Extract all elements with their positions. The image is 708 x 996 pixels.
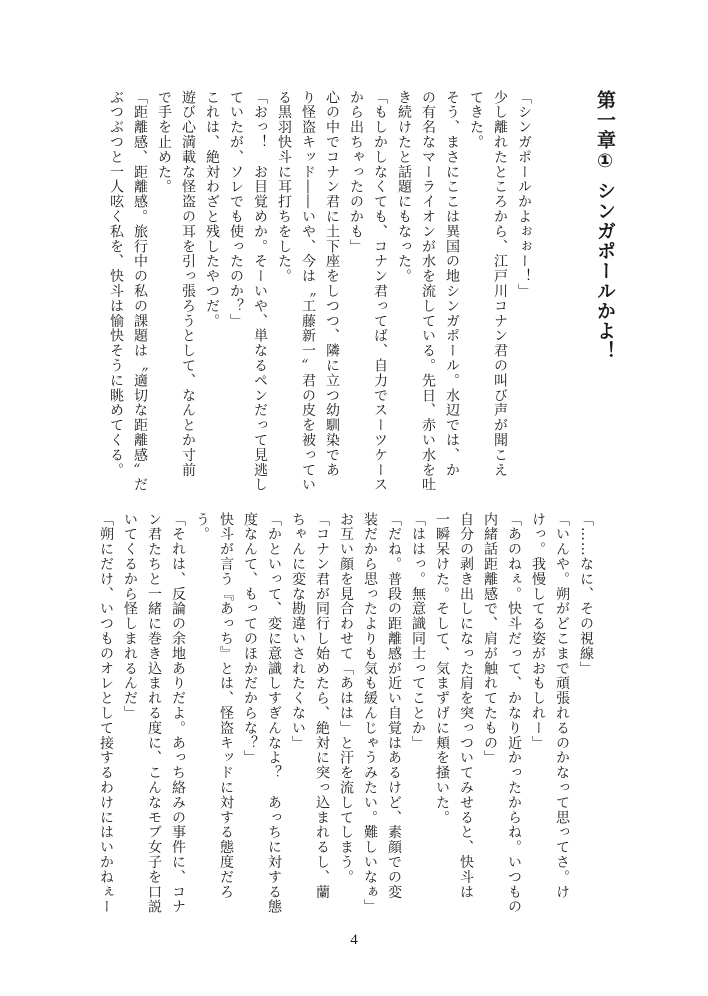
text-line: 「いんや。朔がどこまで頑張れるのかなって思ってさ。け bbox=[554, 512, 570, 900]
page-number: 4 bbox=[350, 932, 358, 948]
text-line: てきた。 bbox=[468, 90, 484, 150]
chapter-title: 第一章① シンガポールかよ！ bbox=[594, 90, 616, 361]
text-line: り怪盗キッド――いや、今は〝工藤新一〟君の皮を被ってい bbox=[300, 90, 316, 493]
top-text-block bbox=[108, 90, 536, 493]
text-line: 遊び心満載な怪盗の耳を引っ張ろうとして、なんとか寸前 bbox=[180, 90, 196, 478]
text-line: 「あのねぇ。快斗だって、かなり近かったからね。いつもの bbox=[506, 512, 522, 915]
text-line: 少し離れたところから、江戸川コナン君の叫び声が聞こえ bbox=[492, 90, 508, 478]
text-line: 快斗が言う『あっち』とは、怪盗キッドに対する態度だろ bbox=[218, 512, 234, 900]
text-line: 内緒話距離感で、肩が触れてたもの」 bbox=[482, 512, 498, 766]
text-line: 「かといって、変に意識しすぎんなよ？ あっちに対する態 bbox=[266, 512, 282, 915]
text-line: る黒羽快斗に耳打ちをした。 bbox=[276, 90, 292, 284]
text-line: そう、まさにここは異国の地シンガポール。水辺では、か bbox=[444, 90, 460, 478]
text-line: ていたが、ソレでも使ったのか？」 bbox=[228, 90, 244, 329]
text-line: これは、絶対わざと残したやつだ。 bbox=[204, 90, 220, 329]
text-line: ぶつぶつと一人呟く私を、快斗は愉快そうに眺めてくる。 bbox=[108, 90, 124, 478]
text-line: 心の中でコナン君に土下座をしつつ、隣に立つ幼馴染であ bbox=[324, 90, 340, 478]
text-line: 自分の剥き出しになった肩を突っついてみせると、快斗は bbox=[458, 512, 474, 900]
text-line: お互い顔を見合わせて「あはは」と汗を流してしまう。 bbox=[338, 512, 354, 885]
text-line: 「もしかしなくても、コナン君ってば、自力でスーツケース bbox=[372, 90, 388, 493]
text-line: ちゃんに変な勘違いされたくない」 bbox=[290, 512, 306, 751]
text-line: 「距離感、距離感。旅行中の私の課題は〝適切な距離感〟だ bbox=[132, 90, 148, 493]
text-line: き続けたと話題にもなった。 bbox=[396, 90, 412, 284]
text-line: 「だね。普段の距離感が近い自覚はあるけど、素顔での変 bbox=[386, 512, 402, 900]
text-line: 度なんて、もってのほかだからな？」 bbox=[242, 512, 258, 766]
text-line: 「朔にだけ、いつものオレとして接するわけにはいかねぇー bbox=[98, 512, 114, 915]
text-line: から出ちゃったのかも」 bbox=[348, 90, 364, 254]
text-line: 「……なに、その視線」 bbox=[578, 512, 594, 676]
text-line: 装だから思ったよりも気も緩んじゃうみたい。難しいなぁ」 bbox=[362, 512, 378, 915]
text-line: いてくるから怪しまれるんだ」 bbox=[122, 512, 138, 721]
bottom-text-block bbox=[98, 512, 598, 915]
text-line: 「コナン君が同行し始めたら、絶対に突っ込まれるし、蘭 bbox=[314, 512, 330, 900]
text-line: けっ。我慢してる姿がおもしれー」 bbox=[530, 512, 546, 751]
text-line: 「ははっ。無意識同士ってことか」 bbox=[410, 512, 426, 751]
text-line: 「シンガポールかよぉぉー！」 bbox=[516, 90, 532, 299]
text-line: で手を止めた。 bbox=[156, 90, 172, 195]
text-line: う。 bbox=[194, 512, 210, 542]
text-line: 「おっ！ お目覚めか。そーいや、単なるペンだって見逃し bbox=[252, 90, 268, 493]
text-line: 「それは、反論の余地ありだよ。あっち絡みの事件に、コナ bbox=[170, 512, 186, 915]
text-line: 一瞬呆けた。そして、気まずげに頬を掻いた。 bbox=[434, 512, 450, 825]
text-line: の有名なマーライオンが水を流している。先日、赤い水を吐 bbox=[420, 90, 436, 493]
text-line: ン君たちと一緒に巻き込まれる度に、こんなモブ女子を口説 bbox=[146, 512, 162, 915]
